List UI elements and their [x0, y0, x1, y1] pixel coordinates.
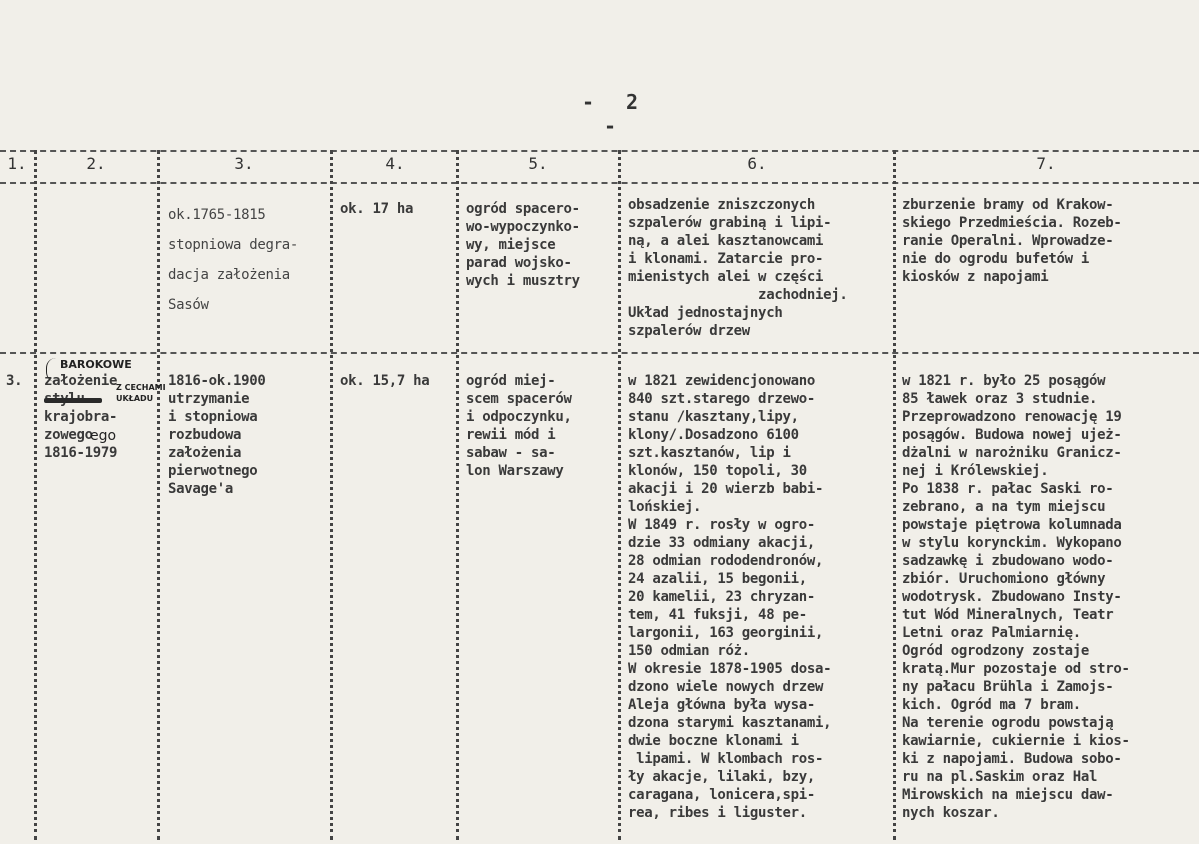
- column-separator: [34, 150, 37, 840]
- column-header: 5.: [528, 154, 548, 173]
- column-separator: [157, 150, 160, 840]
- column-header: 7.: [1036, 154, 1056, 173]
- row-separator-rule: [0, 352, 1199, 354]
- column-separator: [456, 150, 459, 840]
- row2-handwritten-note-top: BAROKOWE: [60, 358, 132, 371]
- row2-handwritten-note-side: Z CECHAMI UKŁADU: [116, 383, 166, 403]
- column-header: 1.: [7, 154, 27, 173]
- column-separator: [893, 150, 896, 840]
- row1-area: ok. 17 ha: [340, 201, 414, 217]
- row1-function: ogród spacero- wo-wypoczynko- wy, miejsce parad wojsko- wych i musztry: [466, 201, 580, 289]
- row2-buildings: w 1821 r. było 25 posągów 85 ławek oraz 3 studnie. Przeprowadzono renowację 19 posągów. Budowa nowej ujeż- dżalni w narożniku Granicz- nej i Królewskiej. Po 1838 r. pałac Saski ro- zebrano, a na tym miejscu powstaje piętrowa kolumnada w stylu korynckim. Wykopano sadzawkę i zbudowano wodo- zbiór. Uruchomiono główny wodotrysk. Zbudowano Insty- tut Wód Mineralnych, Teatr Letni oraz Palmiarnię. Ogród ogrodzony zostaje kratą.Mur pozostaje od stro- ny pałacu Brühla i Zamojs- kich. Ogród ma 7 bram. Na terenie ogrodu powstają kawiarnie, cukiernie i kios- ki z napojami. Budowa sobo- ru na pl.Saskim oraz Hal Mirowskich na miejscu daw- nych koszar.: [902, 373, 1130, 821]
- row2-style: założenie krajobra- zowego 1816-1979: [44, 373, 118, 461]
- column-separator: [618, 150, 621, 840]
- column-header: 6.: [747, 154, 767, 173]
- row2-handwritten-correction: ego: [90, 428, 117, 444]
- row2-vegetation: w 1821 zewidencjonowano 840 szt.starego drzewo- stanu /kasztany,lipy, klony/.Dosadzono 6100 szt.kasztanów, lip i klonów, 150 topoli, 30 akacji i 20 wierzb babi- lońskiej. W 1849 r. rosły w ogro- dzie 33 odmiany akacji, 28 odmian rododendronów, 24 azalii, 15 begonii, 20 kamelii, 23 chryzan- tem, 41 fuksji, 48 pe- largonii, 163 georginii, 150 odmian róż. W okresie 1878-1905 dosa- dzono wiele nowych drzew Aleja główna była wysa- dzona starymi kasztanami, dwie boczne klonami i lipami. W klombach ros- ły akacje, lilaki, bzy, caragana, lonicera,spi- rea, ribes i liguster.: [628, 373, 832, 821]
- header-bottom-rule: [0, 182, 1199, 184]
- column-header: 3.: [234, 154, 254, 173]
- page-number: - 2 -: [581, 90, 649, 138]
- column-header: 2.: [86, 154, 106, 173]
- table-header: [0, 148, 1199, 182]
- row2-function: ogród miej- scem spacerów i odpoczynku, rewii mód i sabaw - sa- lon Warszawy: [466, 373, 572, 479]
- row2-area: ok. 15,7 ha: [340, 373, 430, 389]
- row2-number: 3.: [6, 373, 23, 389]
- row2-strike-out: [44, 398, 102, 403]
- row1-buildings: zburzenie bramy od Krakow- skiego Przedmieścia. Rozeb- ranie Operalni. Wprowadze- nie do ogrodu bufetów i kiosków z napojami: [902, 197, 1122, 285]
- column-header: 4.: [385, 154, 405, 173]
- row1-period: ok.1765-1815 stopniowa degra- dacja założenia Sasów: [168, 207, 299, 313]
- row1-vegetation: obsadzenie zniszczonych szpalerów grabiną i lipi- ną, a alei kasztanowcami i klonami. Zatarcie pro- mienistych alei w części zachodniej. Układ jednostajnych szpalerów drzew: [628, 197, 848, 339]
- row2-handwritten-bracket: [46, 358, 61, 382]
- column-separator: [330, 150, 333, 840]
- row2-period: 1816-ok.1900 utrzymanie i stopniowa rozbudowa założenia pierwotnego Savage'a: [168, 373, 266, 497]
